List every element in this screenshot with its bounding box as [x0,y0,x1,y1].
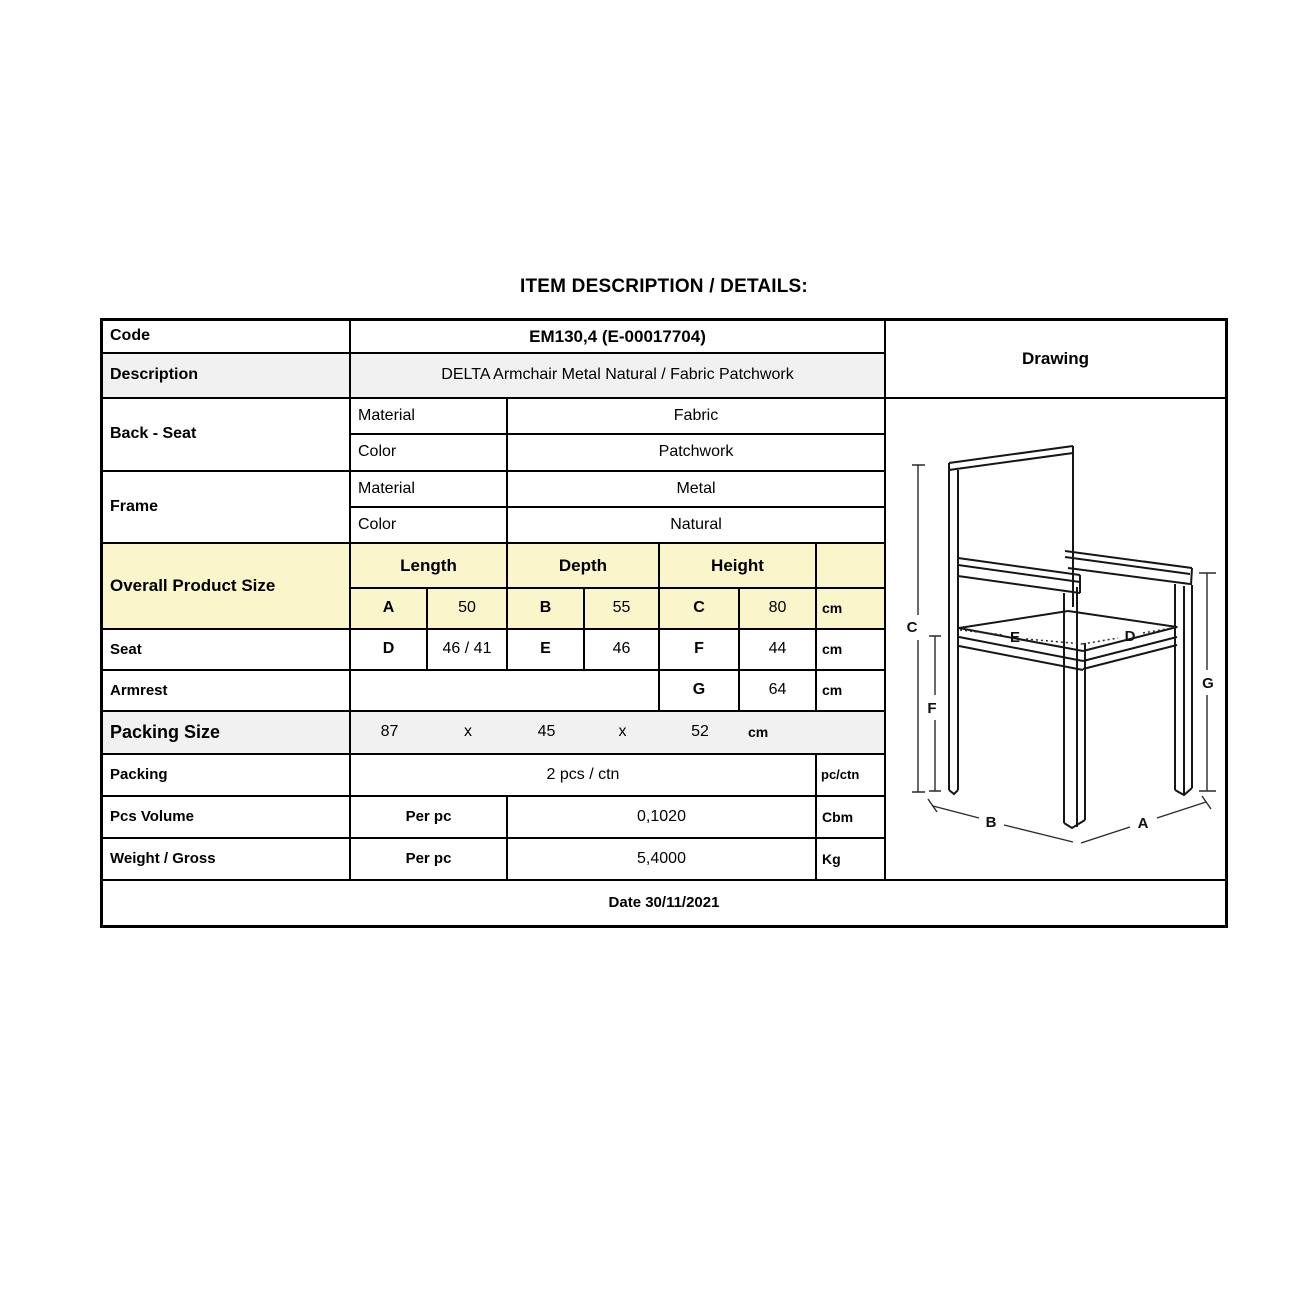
dim-c-value: 80 [740,589,817,630]
chair-seat-rear-left-edge [959,611,1068,628]
chair-right-armrest-bottom [1068,568,1190,584]
packing-size-v3: 52 [691,723,709,741]
chair-back-top-inner [949,453,1073,470]
chair-seat-rear-right-edge [1068,611,1177,627]
weight-label: Weight / Gross [103,839,351,881]
pcs-volume-basis: Per pc [351,797,508,839]
code-label: Code [103,321,351,354]
drawing-label-f: F [927,700,937,717]
overall-unit: cm [817,589,886,630]
dim-g-key: G [660,671,740,712]
height-header: Height [660,544,817,589]
chair-right-armrest-cap [1191,568,1192,585]
frame-material-label: Material [351,472,508,508]
packing-size-v2: 45 [537,723,556,741]
description-value: DELTA Armchair Metal Natural / Fabric Patchwork [351,354,886,399]
armchair-drawing [886,399,1225,881]
dim-line-b [928,799,1073,842]
back-seat-material-label: Material [351,399,508,435]
weight-value: 5,4000 [508,839,817,881]
packing-size-v1: 87 [380,723,399,741]
chair-back-top-outer [949,446,1073,463]
page-title: ITEM DESCRIPTION / DETAILS: [520,276,808,297]
back-seat-label: Back - Seat [103,399,351,472]
chair-left-armrest-top [958,558,1080,575]
drawing-label-a: A [1137,815,1149,832]
drawing-label-g: G [1202,675,1214,692]
packing-size-sep1: x [464,723,472,741]
overall-size-label: Overall Product Size [103,544,351,630]
armrest-label: Armrest [103,671,351,712]
weight-unit: Kg [817,839,886,881]
dim-a-key: A [351,589,428,630]
armrest-unit: cm [817,671,886,712]
dim-e-key: E [508,630,585,671]
length-header: Length [351,544,508,589]
packing-size-label: Packing Size [103,712,351,755]
drawing-label-e: E [1009,629,1021,646]
spec-table [100,318,1228,928]
packing-label: Packing [103,755,351,797]
pcs-volume-label: Pcs Volume [103,797,351,839]
weight-basis: Per pc [351,839,508,881]
seat-unit: cm [817,630,886,671]
description-label: Description [103,354,351,399]
drawing-label-d: D [1124,628,1136,645]
chair-rear-left-leg-foot [949,790,958,794]
dim-f-key: F [660,630,740,671]
seat-label: Seat [103,630,351,671]
frame-color-label: Color [351,508,508,544]
back-seat-color-label: Color [351,435,508,472]
dim-e-value: 46 [585,630,660,671]
dim-b-value: 55 [585,589,660,630]
chair-front-left-leg-foot [1064,820,1085,828]
drawing-label-c: C [906,619,918,636]
packing-value: 2 pcs / ctn [351,755,817,797]
pcs-volume-unit: Cbm [817,797,886,839]
drawing-label-b: B [985,814,997,831]
dim-d-key: D [351,630,428,671]
back-seat-material-value: Fabric [508,399,886,435]
armchair-drawing-svg [886,399,1225,879]
depth-header: Depth [508,544,660,589]
frame-material-value: Metal [508,472,886,508]
packing-size-values [351,712,886,755]
drawing-header: Drawing [886,321,1225,399]
frame-label: Frame [103,472,351,544]
armrest-empty [351,671,660,712]
code-value: EM130,4 (E-00017704) [351,321,886,354]
packing-size-unit: cm [748,724,769,741]
size-header-spacer [817,544,886,589]
dim-a-value: 50 [428,589,508,630]
packing-size-sep2: x [618,723,627,741]
dim-b-key: B [508,589,585,630]
back-seat-color-value: Patchwork [508,435,886,472]
dim-d-value: 46 / 41 [428,630,508,671]
packing-unit: pc/ctn [817,755,886,797]
dim-f-value: 44 [740,630,817,671]
frame-color-value: Natural [508,508,886,544]
pcs-volume-value: 0,1020 [508,797,817,839]
date-row: Date 30/11/2021 [608,894,720,912]
dim-g-value: 64 [740,671,817,712]
dim-c-key: C [660,589,740,630]
